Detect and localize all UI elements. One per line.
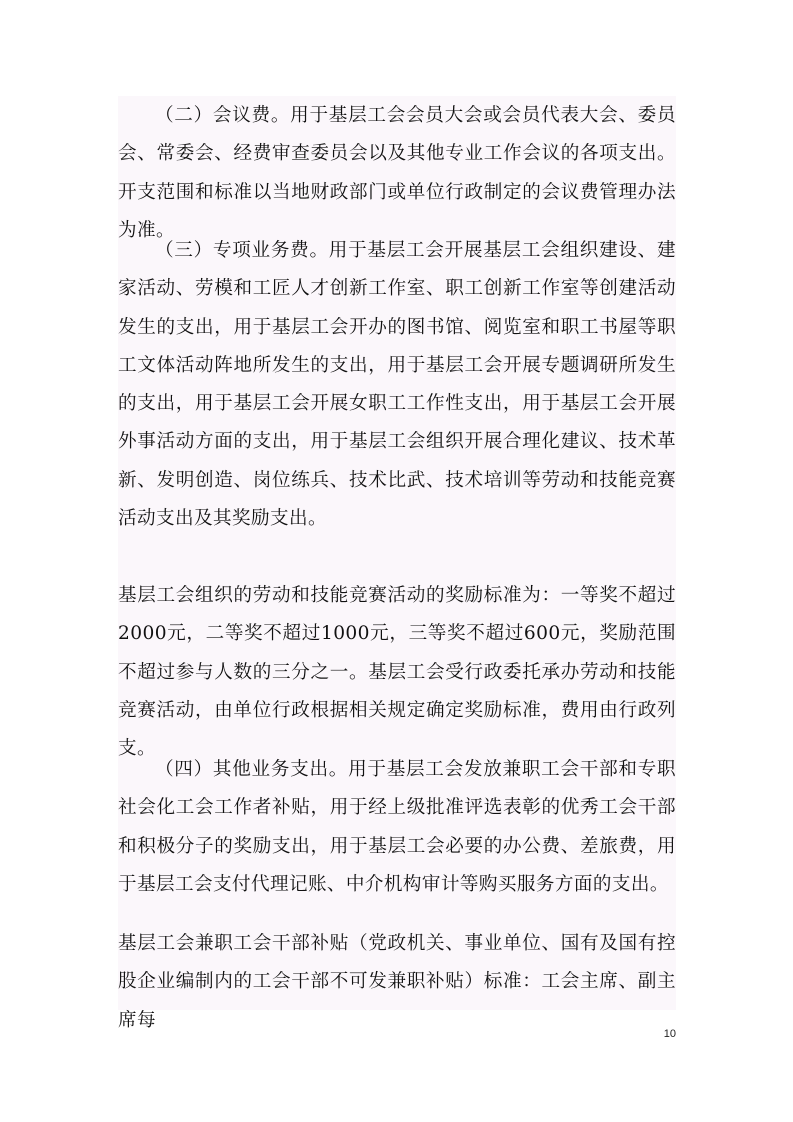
paragraph-meeting-fees: （二）会议费。用于基层工会会员大会或会员代表大会、委员会、常委会、经费审查委员会以及其他专业工作会议的各项支出。开支范围和标准以当地财政部门或单位行政制定的会议费管理办法为准。 — [118, 105, 676, 241]
page-number: 10 — [663, 1028, 676, 1040]
paragraph-special-business-fees: （三）专项业务费。用于基层工会开展基层工会组织建设、建家活动、劳模和工匠人才创新工作室、职工创新工作室等创建活动发生的支出，用于基层工会开办的图书馆、阅览室和职工书屋等职工文体活动阵地所发生的支出，用于基层工会开展专题调研所发生的支出，用于基层工会开展女职工工作性支出，用于基层工会开展外事活动方面的支出，用于基层工会组织开展合理化建议、技术革新、发明创造、岗位练兵、技术比武、技术培训等劳动和技能竞赛活动支出及其奖励支出。 — [118, 240, 676, 530]
paragraph-part-time-cadre-subsidy: 基层工会兼职工会干部补贴（党政机关、事业单位、国有及国有控股企业编制内的工会干部不可发兼职补贴）标准：工会主席、副主席每 — [118, 933, 676, 1031]
paragraph-other-business-expenses: （四）其他业务支出。用于基层工会发放兼职工会干部和专职社会化工会工作者补贴，用于经上级批准评选表彰的优秀工会干部和积极分子的奖励支出，用于基层工会必要的办公费、差旅费，用于基层工会支付代理记账、中介机构审计等购买服务方面的支出。 — [118, 759, 676, 895]
paragraph-competition-award-standards: 基层工会组织的劳动和技能竞赛活动的奖励标准为：一等奖不超过2000元，二等奖不超过1000元，三等奖不超过600元，奖励范围不超过参与人数的三分之一。基层工会受行政委托承办劳动和技能竞赛活动，由单位行政根据相关规定确定奖励标准，费用由行政列支。 — [118, 585, 676, 760]
